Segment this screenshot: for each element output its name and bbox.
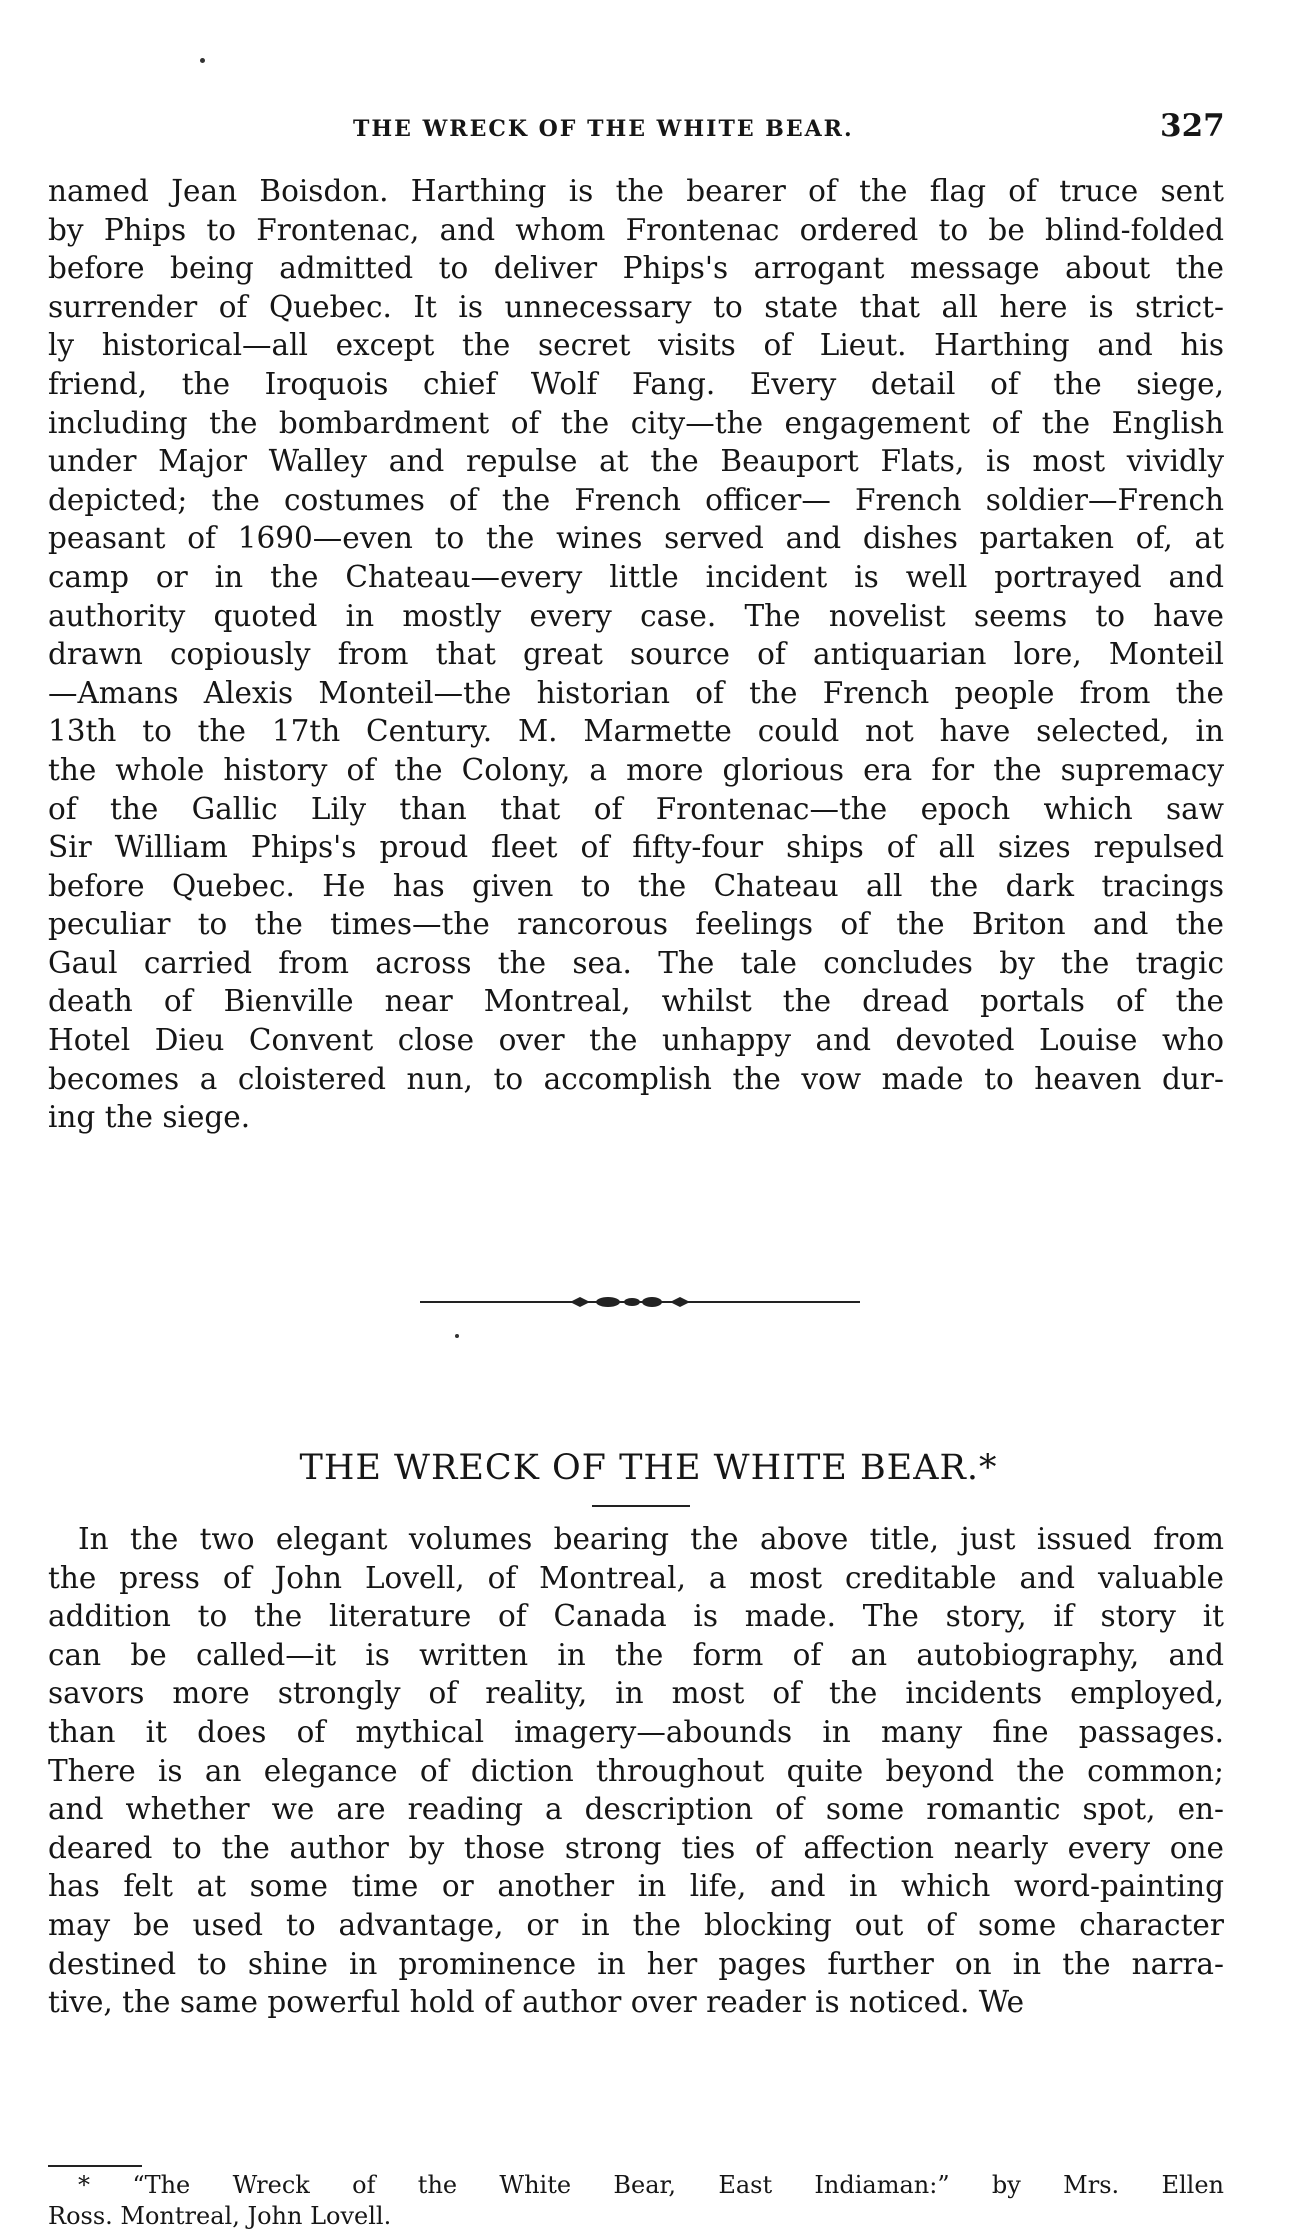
text-line: Hotel Dieu Convent close over the unhappy and devoted Louise who xyxy=(48,1023,1224,1058)
text-line: drawn copiously from that great source of antiquarian lore, Monteil xyxy=(48,637,1224,672)
text-line: deared to the author by those strong ties of affection nearly every one xyxy=(48,1830,1224,1865)
text-line: has felt at some time or another in life, and in which word-painting xyxy=(48,1869,1224,1904)
text-line: friend, the Iroquois chief Wolf Fang. Every detail of the siege, xyxy=(48,366,1224,401)
text-line: In the two elegant volumes bearing the above title, just issued from xyxy=(78,1522,1224,1556)
text-line: becomes a cloistered nun, to accomplish the vow made to heaven dur- xyxy=(48,1061,1224,1096)
text-line: before being admitted to deliver Phips's arrogant message about the xyxy=(48,251,1224,286)
section-divider-ornament xyxy=(420,1294,860,1310)
text-line: including the bombardment of the city—the engagement of the English xyxy=(48,405,1224,440)
text-line: camp or in the Chateau—every little incident is well portrayed and xyxy=(48,559,1224,594)
text-line: named Jean Boisdon. Harthing is the bearer of the flag of truce sent xyxy=(48,174,1224,208)
text-line: ly historical—all except the secret visits of Lieut. Harthing and his xyxy=(48,328,1224,363)
text-line: can be called—it is written in the form of an autobiography, and xyxy=(48,1637,1224,1672)
text-line: death of Bienville near Montreal, whilst the dread portals of the xyxy=(48,984,1224,1019)
text-line: Sir William Phips's proud fleet of fifty-four ships of all sizes repulsed xyxy=(48,830,1224,865)
text-line: depicted; the costumes of the French officer— French soldier—French xyxy=(48,482,1224,517)
text-line: than it does of mythical imagery—abounds in many fine passages. xyxy=(48,1714,1224,1749)
text-line: may be used to advantage, or in the blocking out of some character xyxy=(48,1907,1224,1942)
running-title: THE WRECK OF THE WHITE BEAR. xyxy=(353,116,854,142)
article-body-paragraph xyxy=(48,1520,1224,2022)
text-line: the whole history of the Colony, a more glorious era for the supremacy xyxy=(48,752,1224,787)
text-line: 13th to the 17th Century. M. Marmette could not have selected, in xyxy=(48,714,1224,749)
text-line: addition to the literature of Canada is made. The story, if story it xyxy=(48,1599,1224,1634)
text-line: of the Gallic Lily than that of Frontenac—the epoch which saw xyxy=(48,791,1224,826)
review-continued-paragraph xyxy=(48,172,1224,1137)
text-line: savors more strongly of reality, in most of the incidents employed, xyxy=(48,1676,1224,1711)
text-line: There is an elegance of diction throughout quite beyond the common; xyxy=(48,1753,1224,1788)
text-line: —Amans Alexis Monteil—the historian of the French people from the xyxy=(48,675,1224,710)
text-line: the press of John Lovell, of Montreal, a most creditable and valuable xyxy=(48,1560,1224,1595)
text-line: under Major Walley and repulse at the Beauport Flats, is most vividly xyxy=(48,444,1224,479)
text-line: before Quebec. He has given to the Chateau all the dark tracings xyxy=(48,868,1224,903)
footnote-rule xyxy=(48,2165,142,2167)
text-line: surrender of Quebec. It is unnecessary to state that all here is strict- xyxy=(48,289,1224,324)
text-line: ing the siege. xyxy=(48,1100,251,1135)
text-line: and whether we are reading a description of some romantic spot, en- xyxy=(48,1792,1224,1827)
footnote-line: Ross. Montreal, John Lovell. xyxy=(48,2202,392,2230)
text-line: tive, the same powerful hold of author over reader is noticed. We xyxy=(48,1985,1025,2020)
article-title: THE WRECK OF THE WHITE BEAR.* xyxy=(299,1448,998,1488)
footnote xyxy=(48,2170,1224,2232)
ink-speck xyxy=(200,58,205,63)
text-line: destined to shine in prominence in her pages further on in the narra- xyxy=(48,1946,1224,1981)
text-line: authority quoted in mostly every case. The novelist seems to have xyxy=(48,598,1224,633)
ink-speck xyxy=(455,1334,459,1338)
text-line: by Phips to Frontenac, and whom Frontenac ordered to be blind-folded xyxy=(48,212,1224,247)
title-rule xyxy=(592,1505,690,1507)
footnote-line: * “The Wreck of the White Bear, East Indiaman:” by Mrs. Ellen xyxy=(78,2171,1224,2199)
text-line: peasant of 1690—even to the wines served and dishes partaken of, at xyxy=(48,521,1224,556)
text-line: Gaul carried from across the sea. The tale concludes by the tragic xyxy=(48,945,1224,980)
text-line: peculiar to the times—the rancorous feelings of the Briton and the xyxy=(48,907,1224,942)
page-number: 327 xyxy=(1160,108,1225,144)
